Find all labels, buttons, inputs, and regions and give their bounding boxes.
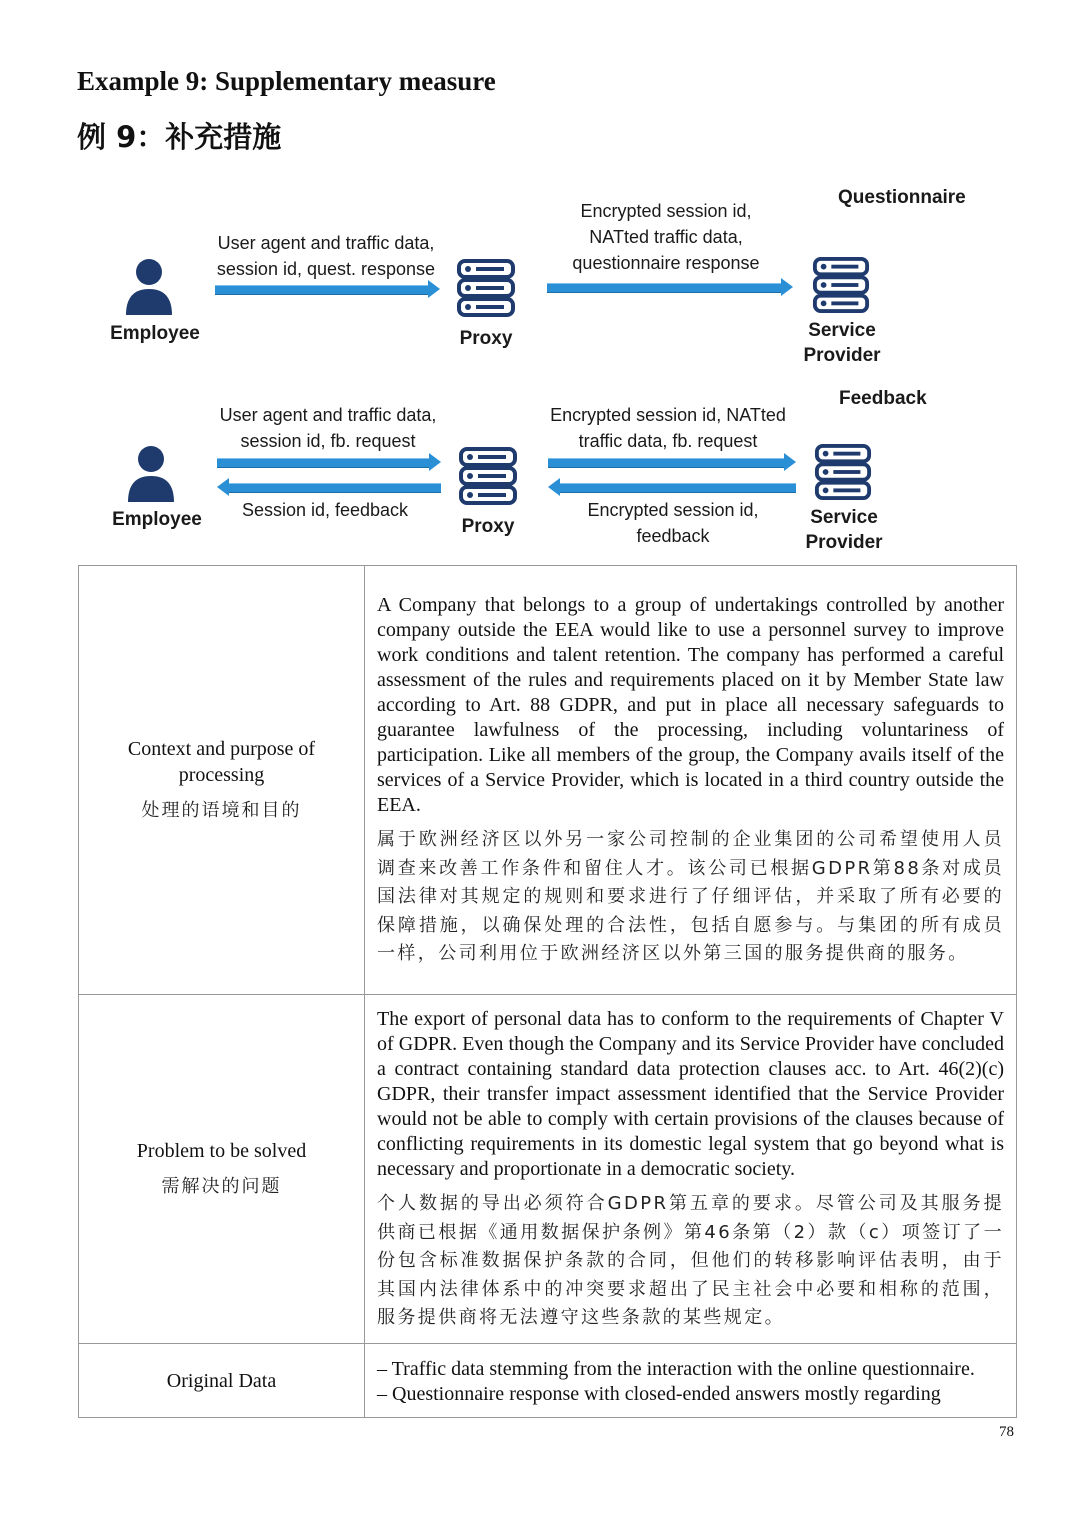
row-label-en: Original Data xyxy=(166,1369,277,1392)
row-label-cell xyxy=(79,1344,365,1418)
service-provider-label: Service Provider xyxy=(805,507,883,553)
row-label-en: Context and purpose of processing xyxy=(127,738,316,786)
row-content-cell xyxy=(365,1344,1017,1418)
bullet-item: – Questionnaire response with closed-ended answers mostly regarding xyxy=(377,1382,941,1405)
bullet-item: – Traffic data stemming from the interaction with the online questionnaire. xyxy=(377,1357,975,1380)
arrow-right xyxy=(215,280,440,298)
row-label-cell xyxy=(79,566,365,995)
proxy-label: Proxy xyxy=(459,328,513,349)
proxy-server-icon xyxy=(456,258,516,318)
row-text-zh: 个人数据的导出必须符合GDPR第五章的要求。尽管公司及其服务提供商已根据《通用数据保护条例》第46条第（2）款（c）项签订了一份包含标准数据保护条款的合同，但他们的转移影响评估表明，由于其国内法律体系中的冲突要求超出了民主社会中必要和相称的范围，服务提供商将无法遵守这些条款的某些规定。 xyxy=(377,1193,1004,1329)
row-text-en: A Company that belongs to a group of undertakings controlled by another company outside the EEA would like to use a personnel survey to improve work conditions and talent retention. The company has performed a careful assessment of the rules and requirements placed on it by Member State law according to Art. 88 GDPR, and put in place all necessary safeguards to guarantee lawfulness of the processing, including voluntariness of participation. Like all members of the group, the Company avails itself of the services of a Service Provider, which is located in a third country outside the EEA. xyxy=(377,594,1004,817)
employee-person-icon xyxy=(126,444,176,504)
row-label-cell xyxy=(79,995,365,1344)
proxy-label: Proxy xyxy=(461,516,515,537)
row-text-en: The export of personal data has to conform to the requirements of Chapter V of GDPR. Even though the Company and its Service Provider have concluded a contract containing standard data protection clauses acc. to Art. 46(2)(c) GDPR, their transfer impact assessment identified that the Service Provider would not be able to comply with certain provisions of the clauses because of conflicting requirements in its domestic legal system that go beyond what is necessary and proportionate in a democratic society. xyxy=(377,1008,1004,1181)
employee-label: Employee xyxy=(110,323,200,344)
case-table xyxy=(78,565,1017,1418)
service-provider-server-icon xyxy=(814,442,872,502)
arrow-right xyxy=(548,453,796,471)
page-number: 78 xyxy=(999,1424,1014,1440)
arrow-label-request: User agent and traffic data, session id, quest. response xyxy=(216,233,436,279)
page-heading-en: Example 9: Supplementary measure xyxy=(77,66,496,96)
section-title-questionnaire: Questionnaire xyxy=(838,187,966,208)
row-label-en: Problem to be solved xyxy=(136,1140,307,1162)
arrow-right xyxy=(547,278,793,296)
arrow-label-return: Session id, feedback xyxy=(241,500,409,520)
arrow-label-encrypted: Encrypted session id, NATted traffic data, fb. request xyxy=(550,405,786,451)
proxy-server-icon xyxy=(458,446,518,506)
row-content-cell xyxy=(365,995,1017,1344)
row-label-zh: 需解决的问题 xyxy=(161,1176,282,1197)
page-heading-zh: 例 9：补充措施 xyxy=(77,120,282,154)
arrow-label-request: User agent and traffic data, session id, fb. request xyxy=(219,405,437,451)
employee-label: Employee xyxy=(112,509,202,530)
table-row-problem xyxy=(79,995,1017,1344)
table-row-original-data xyxy=(79,1344,1017,1418)
arrow-right xyxy=(217,453,441,471)
arrow-left xyxy=(548,478,796,496)
section-title-feedback: Feedback xyxy=(839,388,927,409)
row-text-zh: 属于欧洲经济区以外另一家公司控制的企业集团的公司希望使用人员调查来改善工作条件和留住人才。该公司已根据GDPR第88条对成员国法律对其规定的规则和要求进行了仔细评估，并采取了所有必要的保障措施，以确保处理的合法性，包括自愿参与。与集团的所有成员一样，公司利用位于欧洲经济区以外第三国的服务提供商的服务。 xyxy=(377,829,1004,965)
row-content-cell xyxy=(365,566,1017,995)
arrow-label-return-encrypted: Encrypted session id, feedback xyxy=(587,500,759,546)
service-provider-server-icon xyxy=(812,255,870,315)
table-row-context xyxy=(79,566,1017,995)
row-label-zh: 处理的语境和目的 xyxy=(141,800,302,821)
employee-person-icon xyxy=(124,257,174,317)
arrow-label-encrypted: Encrypted session id, NATted traffic data, questionnaire response xyxy=(572,201,760,273)
arrow-left xyxy=(217,478,441,496)
service-provider-label: Service Provider xyxy=(803,320,881,366)
